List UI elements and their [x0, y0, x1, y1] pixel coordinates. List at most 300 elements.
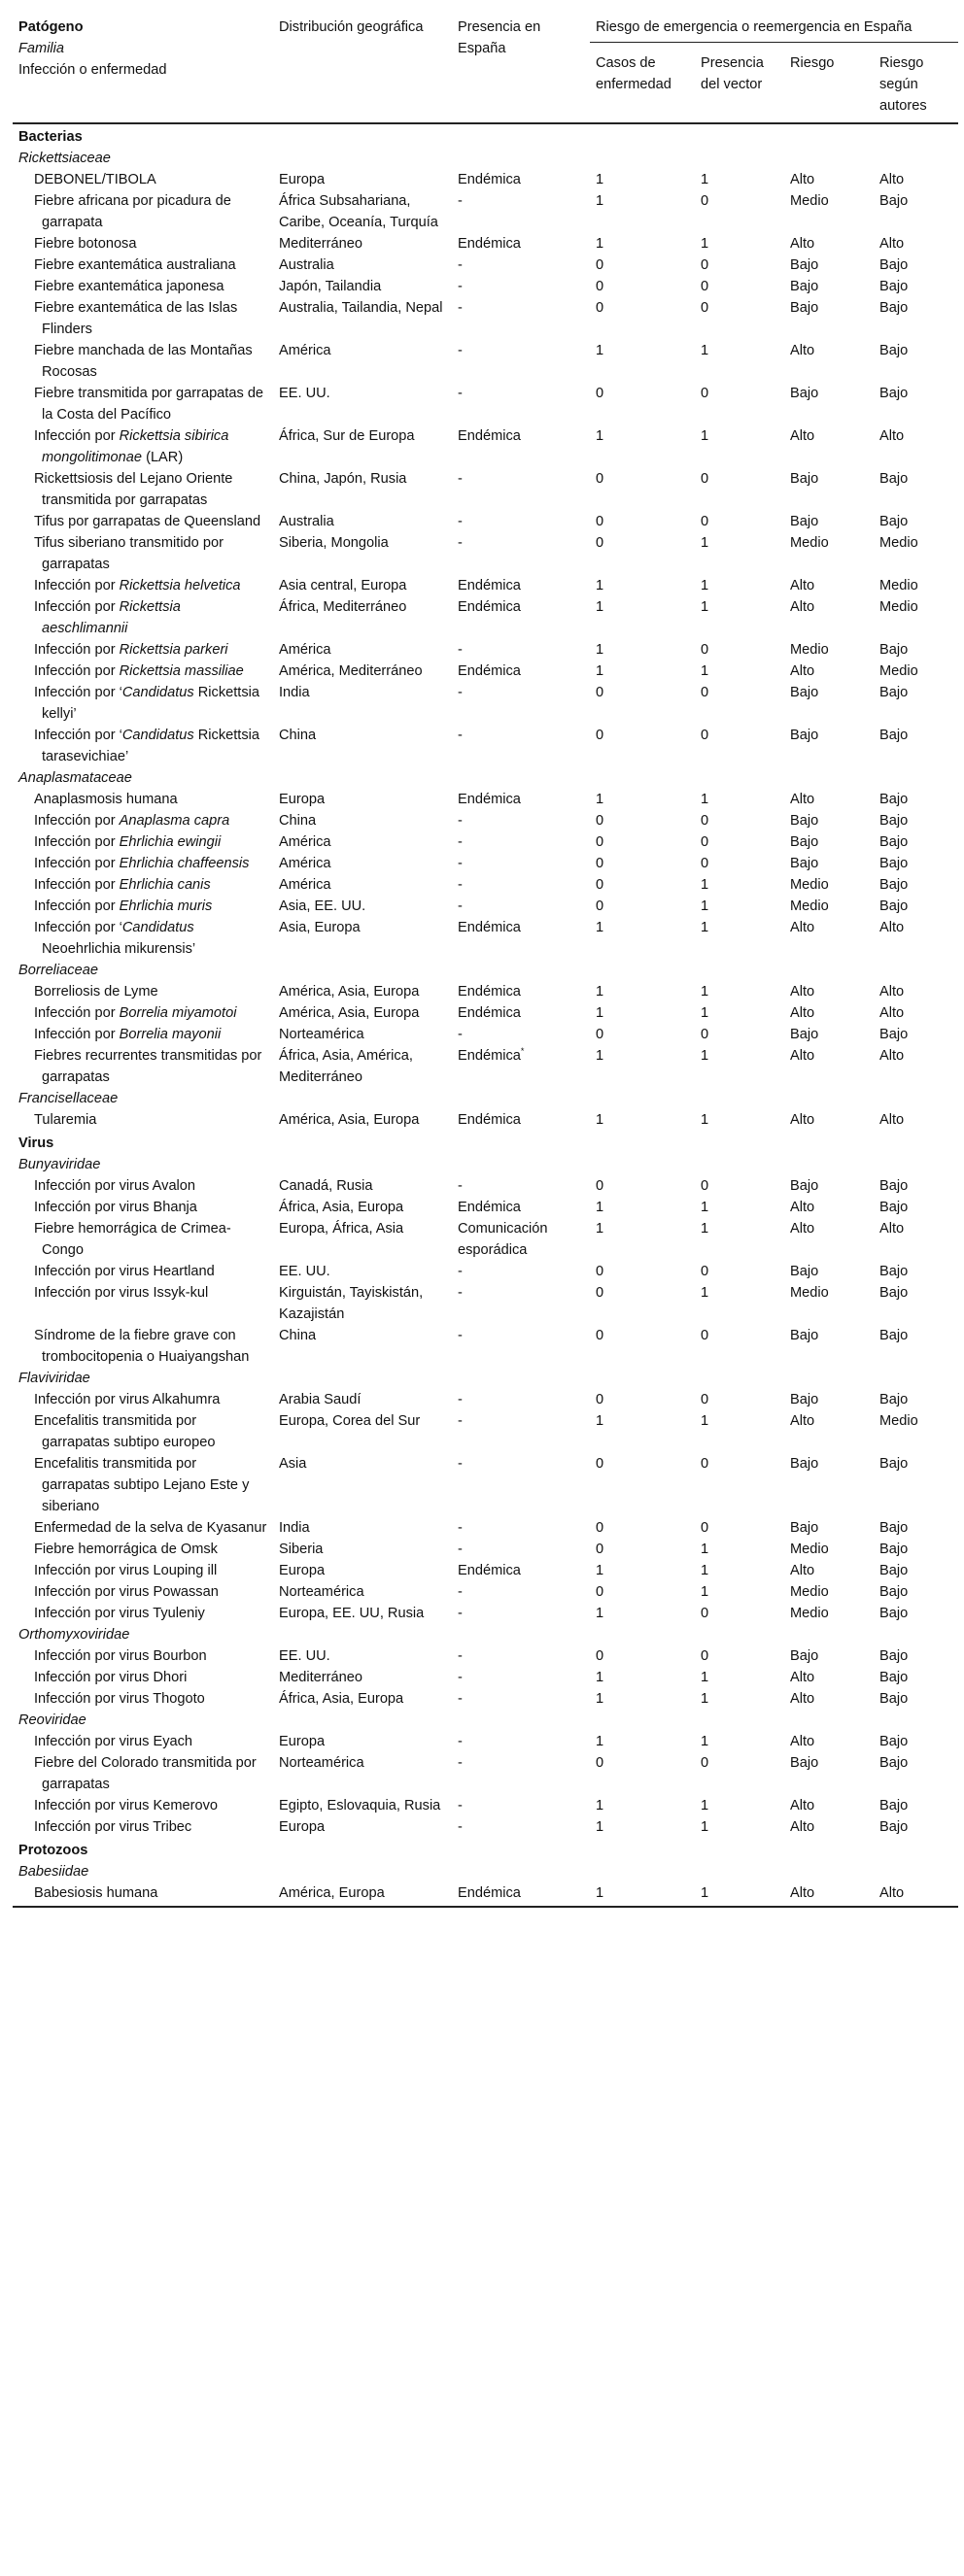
cases-cell-text: 1	[596, 1112, 604, 1128]
presence-cell-text: -	[458, 685, 463, 700]
presence-cell-text: -	[458, 834, 463, 850]
disease-name-cell	[13, 468, 273, 511]
presence-cell-text: Endémica	[458, 663, 521, 679]
vector-cell-text: 0	[701, 1178, 709, 1194]
vector-cell-text: 1	[701, 1200, 709, 1215]
vector-cell-text: 1	[701, 1819, 709, 1835]
vector-cell-text: 0	[701, 386, 709, 401]
risk-cell	[784, 639, 874, 661]
risk-authors-cell-text: Bajo	[879, 1027, 909, 1042]
vector-cell	[695, 725, 784, 767]
vector-cell-text: 1	[701, 1563, 709, 1578]
disease-name-part: Infección por virus Kemerovo	[34, 1798, 218, 1813]
risk-authors-cell-text: Bajo	[879, 257, 909, 273]
cases-cell	[590, 639, 695, 661]
table-row	[13, 596, 958, 639]
presence-cell-text: -	[458, 1584, 463, 1600]
presence-cell	[452, 1667, 590, 1688]
vector-header: Presencia del vector	[695, 43, 784, 124]
pathogen-table-container	[13, 13, 958, 1908]
cases-cell	[590, 1175, 695, 1197]
presence-cell	[452, 1603, 590, 1624]
vector-cell-text: 0	[701, 1648, 709, 1664]
cases-cell	[590, 1752, 695, 1795]
risk-authors-cell-text: Bajo	[879, 300, 909, 316]
risk-authors-cell-text: Bajo	[879, 1606, 909, 1621]
risk-header: Riesgo	[784, 43, 874, 124]
risk-cell-text: Alto	[790, 1112, 815, 1128]
distribution-cell-text: China	[279, 813, 317, 829]
disease-name-part: Ehrlichia muris	[119, 898, 213, 914]
vector-cell-text: 1	[701, 1734, 709, 1749]
distribution-cell	[273, 981, 452, 1002]
risk-authors-cell-text: Alto	[879, 1112, 905, 1128]
risk-cell	[784, 1795, 874, 1816]
risk-cell	[784, 340, 874, 383]
risk-cell	[784, 661, 874, 682]
disease-name-part: (LAR)	[142, 450, 184, 465]
risk-cell-text: Bajo	[790, 728, 819, 743]
cases-cell-text: 0	[596, 1456, 604, 1472]
disease-name-cell	[13, 1410, 273, 1453]
risk-authors-cell	[874, 276, 958, 297]
cases-cell-text: 1	[596, 1048, 604, 1064]
risk-cell	[784, 874, 874, 896]
vector-cell-text: 0	[701, 1328, 709, 1343]
disease-name-part: Rickettsiosis del Lejano Oriente transmitida por garrapatas	[34, 471, 233, 508]
distribution-cell	[273, 1002, 452, 1024]
disease-name-part: Infección por	[34, 599, 120, 615]
distribution-header: Distribución geográfica	[273, 13, 452, 123]
vector-cell	[695, 1517, 784, 1539]
risk-cell	[784, 981, 874, 1002]
disease-name-part: Rickettsia kellyi’	[42, 685, 260, 722]
risk-cell	[784, 1218, 874, 1261]
risk-cell-text: Alto	[790, 236, 815, 252]
table-row	[13, 810, 958, 831]
risk-cell	[784, 810, 874, 831]
vector-cell	[695, 1645, 784, 1667]
risk-authors-cell	[874, 1816, 958, 1838]
table-row	[13, 1261, 958, 1282]
risk-authors-cell-text: Bajo	[879, 1328, 909, 1343]
distribution-cell	[273, 276, 452, 297]
distribution-cell	[273, 1581, 452, 1603]
cases-cell	[590, 1197, 695, 1218]
disease-name-part: Rickettsia tarasevichiae’	[42, 728, 260, 764]
presence-cell	[452, 1261, 590, 1282]
vector-cell	[695, 831, 784, 853]
distribution-cell-text: Siberia, Mongolia	[279, 535, 389, 551]
vector-cell	[695, 789, 784, 810]
distribution-cell	[273, 1282, 452, 1325]
distribution-cell	[273, 1560, 452, 1581]
risk-cell-text: Bajo	[790, 685, 819, 700]
risk-cell-text: Medio	[790, 193, 829, 209]
risk-authors-cell-text: Bajo	[879, 877, 909, 893]
risk-authors-cell	[874, 532, 958, 575]
cases-cell	[590, 575, 695, 596]
disease-name-cell	[13, 896, 273, 917]
disease-name-part: Borrelia miyamotoi	[119, 1005, 237, 1021]
disease-name-part: Anaplasmosis humana	[34, 792, 178, 807]
risk-cell-text: Bajo	[790, 1520, 819, 1536]
cases-cell	[590, 1603, 695, 1624]
vector-cell	[695, 874, 784, 896]
presence-cell-text: Endémica	[458, 792, 521, 807]
presence-cell-text: -	[458, 1413, 463, 1429]
vector-cell-text: 1	[701, 1285, 709, 1301]
cases-cell	[590, 1261, 695, 1282]
risk-authors-cell	[874, 1731, 958, 1752]
distribution-cell-text: Europa	[279, 1734, 326, 1749]
risk-authors-cell	[874, 425, 958, 468]
risk-authors-cell-text: Bajo	[879, 792, 909, 807]
cases-cell-text: 1	[596, 920, 604, 935]
risk-cell-text: Alto	[790, 984, 815, 1000]
cases-cell-text: 0	[596, 386, 604, 401]
distribution-cell-text: Japón, Tailandia	[279, 279, 382, 294]
presence-cell-text: Endémica	[458, 236, 521, 252]
risk-cell-text: Medio	[790, 877, 829, 893]
cases-cell-text: 1	[596, 1005, 604, 1021]
table-row	[13, 853, 958, 874]
presence-cell	[452, 1882, 590, 1907]
disease-name-cell	[13, 532, 273, 575]
group-label: Protozoos	[18, 1843, 88, 1858]
distribution-cell-text: África, Asia, Europa	[279, 1691, 404, 1707]
cases-cell-text: 1	[596, 193, 604, 209]
risk-cell	[784, 425, 874, 468]
distribution-cell	[273, 1197, 452, 1218]
cases-cell	[590, 1581, 695, 1603]
disease-name-part: Encefalitis transmitida por garrapatas subtipo europeo	[34, 1413, 216, 1450]
cases-cell-text: 1	[596, 1819, 604, 1835]
cases-cell-text: 1	[596, 1670, 604, 1685]
vector-cell-text: 1	[701, 1048, 709, 1064]
vector-cell	[695, 1731, 784, 1752]
vector-cell	[695, 297, 784, 340]
disease-name-cell	[13, 1218, 273, 1261]
disease-name-cell	[13, 1688, 273, 1710]
vector-cell-text: 1	[701, 578, 709, 593]
table-row	[13, 789, 958, 810]
risk-cell	[784, 1603, 874, 1624]
table-row	[13, 1731, 958, 1752]
distribution-cell-text: Europa	[279, 792, 326, 807]
disease-name-part: Infección por virus Bhanja	[34, 1200, 197, 1215]
cases-cell-text: 0	[596, 685, 604, 700]
risk-cell-text: Alto	[790, 920, 815, 935]
vector-cell-text: 1	[701, 172, 709, 187]
vector-cell-text: 1	[701, 1670, 709, 1685]
distribution-cell-text: China	[279, 1328, 317, 1343]
table-body	[13, 123, 958, 1907]
disease-name-part: Infección por	[34, 428, 120, 444]
vector-cell-text: 0	[701, 1264, 709, 1279]
risk-authors-cell-text: Alto	[879, 1885, 905, 1901]
disease-name-cell	[13, 1539, 273, 1560]
table-row	[13, 1218, 958, 1261]
risk-authors-cell	[874, 468, 958, 511]
family-row	[13, 1154, 958, 1175]
family-label: Babesiidae	[18, 1864, 89, 1880]
risk-cell-text: Bajo	[790, 856, 819, 871]
disease-name-cell	[13, 276, 273, 297]
cases-cell	[590, 1688, 695, 1710]
cases-cell-text: 1	[596, 599, 604, 615]
risk-cell	[784, 1667, 874, 1688]
cases-cell-text: 1	[596, 1734, 604, 1749]
disease-name-part: Rickettsia helvetica	[119, 578, 241, 593]
disease-name-part: Infección por	[34, 663, 120, 679]
table-row	[13, 1816, 958, 1838]
distribution-cell-text: América, Asia, Europa	[279, 984, 420, 1000]
risk-authors-cell-text: Medio	[879, 535, 918, 551]
risk-authors-cell-text: Bajo	[879, 1200, 909, 1215]
distribution-cell	[273, 682, 452, 725]
family-row	[13, 1861, 958, 1882]
cases-cell-text: 1	[596, 1798, 604, 1813]
cases-cell-text: 1	[596, 172, 604, 187]
risk-authors-cell	[874, 1539, 958, 1560]
risk-cell	[784, 853, 874, 874]
vector-cell-text: 0	[701, 685, 709, 700]
cases-cell	[590, 981, 695, 1002]
presence-cell	[452, 575, 590, 596]
cases-cell	[590, 661, 695, 682]
risk-cell-text: Medio	[790, 642, 829, 658]
distribution-cell	[273, 575, 452, 596]
presence-cell-text: -	[458, 813, 463, 829]
vector-cell-text: 1	[701, 1413, 709, 1429]
distribution-cell-text: Arabia Saudí	[279, 1392, 362, 1407]
risk-authors-cell-text: Bajo	[879, 471, 909, 487]
risk-authors-cell-text: Bajo	[879, 1285, 909, 1301]
disease-name-part: Infección por	[34, 1027, 120, 1042]
presence-cell	[452, 1795, 590, 1816]
vector-cell	[695, 981, 784, 1002]
distribution-cell-text: América, Europa	[279, 1885, 385, 1901]
cases-cell	[590, 1560, 695, 1581]
family-row	[13, 148, 958, 169]
risk-authors-cell-text: Alto	[879, 1048, 905, 1064]
risk-authors-cell	[874, 661, 958, 682]
risk-authors-cell-text: Alto	[879, 1005, 905, 1021]
table-row	[13, 874, 958, 896]
risk-authors-cell-text: Medio	[879, 578, 918, 593]
distribution-cell	[273, 1667, 452, 1688]
risk-cell	[784, 831, 874, 853]
presence-cell-text: Endémica	[458, 1563, 521, 1578]
risk-authors-cell-text: Bajo	[879, 642, 909, 658]
disease-name-part: Infección por virus Eyach	[34, 1734, 193, 1749]
cases-cell-text: 0	[596, 257, 604, 273]
distribution-cell-text: Australia	[279, 257, 334, 273]
cases-cell	[590, 874, 695, 896]
risk-cell	[784, 276, 874, 297]
distribution-cell-text: Europa, África, Asia	[279, 1221, 404, 1237]
distribution-cell	[273, 1109, 452, 1131]
presence-cell-text: -	[458, 386, 463, 401]
distribution-cell	[273, 233, 452, 254]
disease-name-cell	[13, 511, 273, 532]
risk-cell-text: Medio	[790, 535, 829, 551]
table-row	[13, 682, 958, 725]
cases-cell	[590, 596, 695, 639]
cases-cell-text: 0	[596, 1392, 604, 1407]
presence-cell-text: Endémica	[458, 578, 521, 593]
presence-cell-text: -	[458, 279, 463, 294]
risk-cell	[784, 1282, 874, 1325]
risk-authors-cell	[874, 1581, 958, 1603]
cases-cell-text: 0	[596, 471, 604, 487]
disease-name-part: Rickettsia parkeri	[119, 642, 228, 658]
risk-authors-cell-text: Bajo	[879, 1520, 909, 1536]
cases-cell	[590, 511, 695, 532]
disease-name-cell	[13, 789, 273, 810]
cases-cell-text: 0	[596, 535, 604, 551]
presence-cell-text: -	[458, 1734, 463, 1749]
family-header-label: Familia	[18, 41, 65, 56]
vector-cell-text: 1	[701, 898, 709, 914]
disease-name-part: Infección por virus Alkahumra	[34, 1392, 221, 1407]
risk-authors-cell-text: Bajo	[879, 856, 909, 871]
distribution-cell	[273, 190, 452, 233]
risk-authors-cell	[874, 896, 958, 917]
table-row	[13, 1560, 958, 1581]
cases-cell-text: 1	[596, 1413, 604, 1429]
cases-cell	[590, 1795, 695, 1816]
vector-cell	[695, 1325, 784, 1368]
distribution-cell	[273, 425, 452, 468]
presence-cell	[452, 1002, 590, 1024]
vector-cell	[695, 425, 784, 468]
vector-cell-text: 0	[701, 514, 709, 529]
distribution-cell	[273, 1517, 452, 1539]
group-row	[13, 123, 958, 148]
distribution-cell	[273, 1389, 452, 1410]
vector-cell-text: 0	[701, 728, 709, 743]
presence-cell-text: -	[458, 1798, 463, 1813]
vector-cell-text: 1	[701, 1885, 709, 1901]
risk-authors-cell	[874, 1645, 958, 1667]
pathogen-header	[13, 13, 273, 123]
risk-cell	[784, 1109, 874, 1131]
distribution-cell-text: Asia	[279, 1456, 307, 1472]
vector-cell	[695, 1581, 784, 1603]
presence-cell	[452, 682, 590, 725]
presence-cell	[452, 1325, 590, 1368]
risk-authors-cell	[874, 1752, 958, 1795]
disease-name-part: Ehrlichia canis	[119, 877, 211, 893]
risk-authors-cell-text: Bajo	[879, 834, 909, 850]
table-row	[13, 917, 958, 960]
distribution-cell-text: América, Asia, Europa	[279, 1005, 420, 1021]
presence-cell-text: -	[458, 1606, 463, 1621]
disease-name-part: Infección por ‘	[34, 728, 122, 743]
risk-authors-cell-text: Bajo	[879, 685, 909, 700]
presence-cell	[452, 340, 590, 383]
presence-cell	[452, 639, 590, 661]
risk-cell-text: Alto	[790, 172, 815, 187]
disease-name-part: Ehrlichia chaffeensis	[119, 856, 250, 871]
disease-name-cell	[13, 1453, 273, 1517]
disease-name-cell	[13, 874, 273, 896]
distribution-cell-text: Europa, Corea del Sur	[279, 1413, 421, 1429]
distribution-cell	[273, 853, 452, 874]
distribution-cell	[273, 383, 452, 425]
disease-name-part: Anaplasma capra	[119, 813, 230, 829]
cases-cell	[590, 1325, 695, 1368]
distribution-cell-text: Mediterráneo	[279, 1670, 362, 1685]
presence-cell-text: -	[458, 1648, 463, 1664]
vector-cell-text: 0	[701, 1392, 709, 1407]
vector-cell	[695, 1667, 784, 1688]
distribution-cell	[273, 511, 452, 532]
presence-cell	[452, 1539, 590, 1560]
risk-cell	[784, 1752, 874, 1795]
table-row	[13, 661, 958, 682]
group-row	[13, 1838, 958, 1861]
presence-cell	[452, 853, 590, 874]
cases-cell-text: 0	[596, 1755, 604, 1771]
cases-cell-text: 1	[596, 1200, 604, 1215]
presence-cell	[452, 981, 590, 1002]
distribution-cell-text: China, Japón, Rusia	[279, 471, 407, 487]
risk-cell	[784, 532, 874, 575]
disease-name-cell	[13, 810, 273, 831]
risk-cell	[784, 1389, 874, 1410]
risk-authors-cell	[874, 340, 958, 383]
presence-cell	[452, 831, 590, 853]
presence-cell	[452, 233, 590, 254]
distribution-cell-text: América	[279, 856, 331, 871]
risk-cell-text: Bajo	[790, 1392, 819, 1407]
distribution-cell	[273, 340, 452, 383]
disease-name-cell	[13, 1667, 273, 1688]
disease-name-part: Tularemia	[34, 1112, 97, 1128]
cases-cell-text: 1	[596, 1563, 604, 1578]
risk-cell-text: Alto	[790, 1691, 815, 1707]
presence-cell	[452, 1752, 590, 1795]
risk-cell-text: Alto	[790, 1798, 815, 1813]
disease-name-cell	[13, 661, 273, 682]
presence-cell	[452, 468, 590, 511]
risk-cell-text: Bajo	[790, 257, 819, 273]
presence-cell-text: -	[458, 877, 463, 893]
family-row	[13, 1368, 958, 1389]
disease-name-part: Infección por	[34, 856, 120, 871]
disease-name-cell	[13, 1731, 273, 1752]
table-row	[13, 1882, 958, 1907]
disease-name-part: Infección por virus Avalon	[34, 1178, 196, 1194]
cases-cell	[590, 1517, 695, 1539]
risk-authors-cell-text: Bajo	[879, 1264, 909, 1279]
vector-cell	[695, 1002, 784, 1024]
vector-cell	[695, 1688, 784, 1710]
presence-cell-text: Endémica	[458, 599, 521, 615]
disease-name-cell	[13, 1024, 273, 1045]
cases-cell	[590, 276, 695, 297]
presence-cell-text: Endémica	[458, 1048, 521, 1064]
table-row	[13, 981, 958, 1002]
risk-authors-cell-text: Bajo	[879, 813, 909, 829]
presence-cell-text: Endémica	[458, 1112, 521, 1128]
distribution-cell-text: América	[279, 834, 331, 850]
risk-authors-cell-text: Bajo	[879, 1648, 909, 1664]
table-row	[13, 468, 958, 511]
